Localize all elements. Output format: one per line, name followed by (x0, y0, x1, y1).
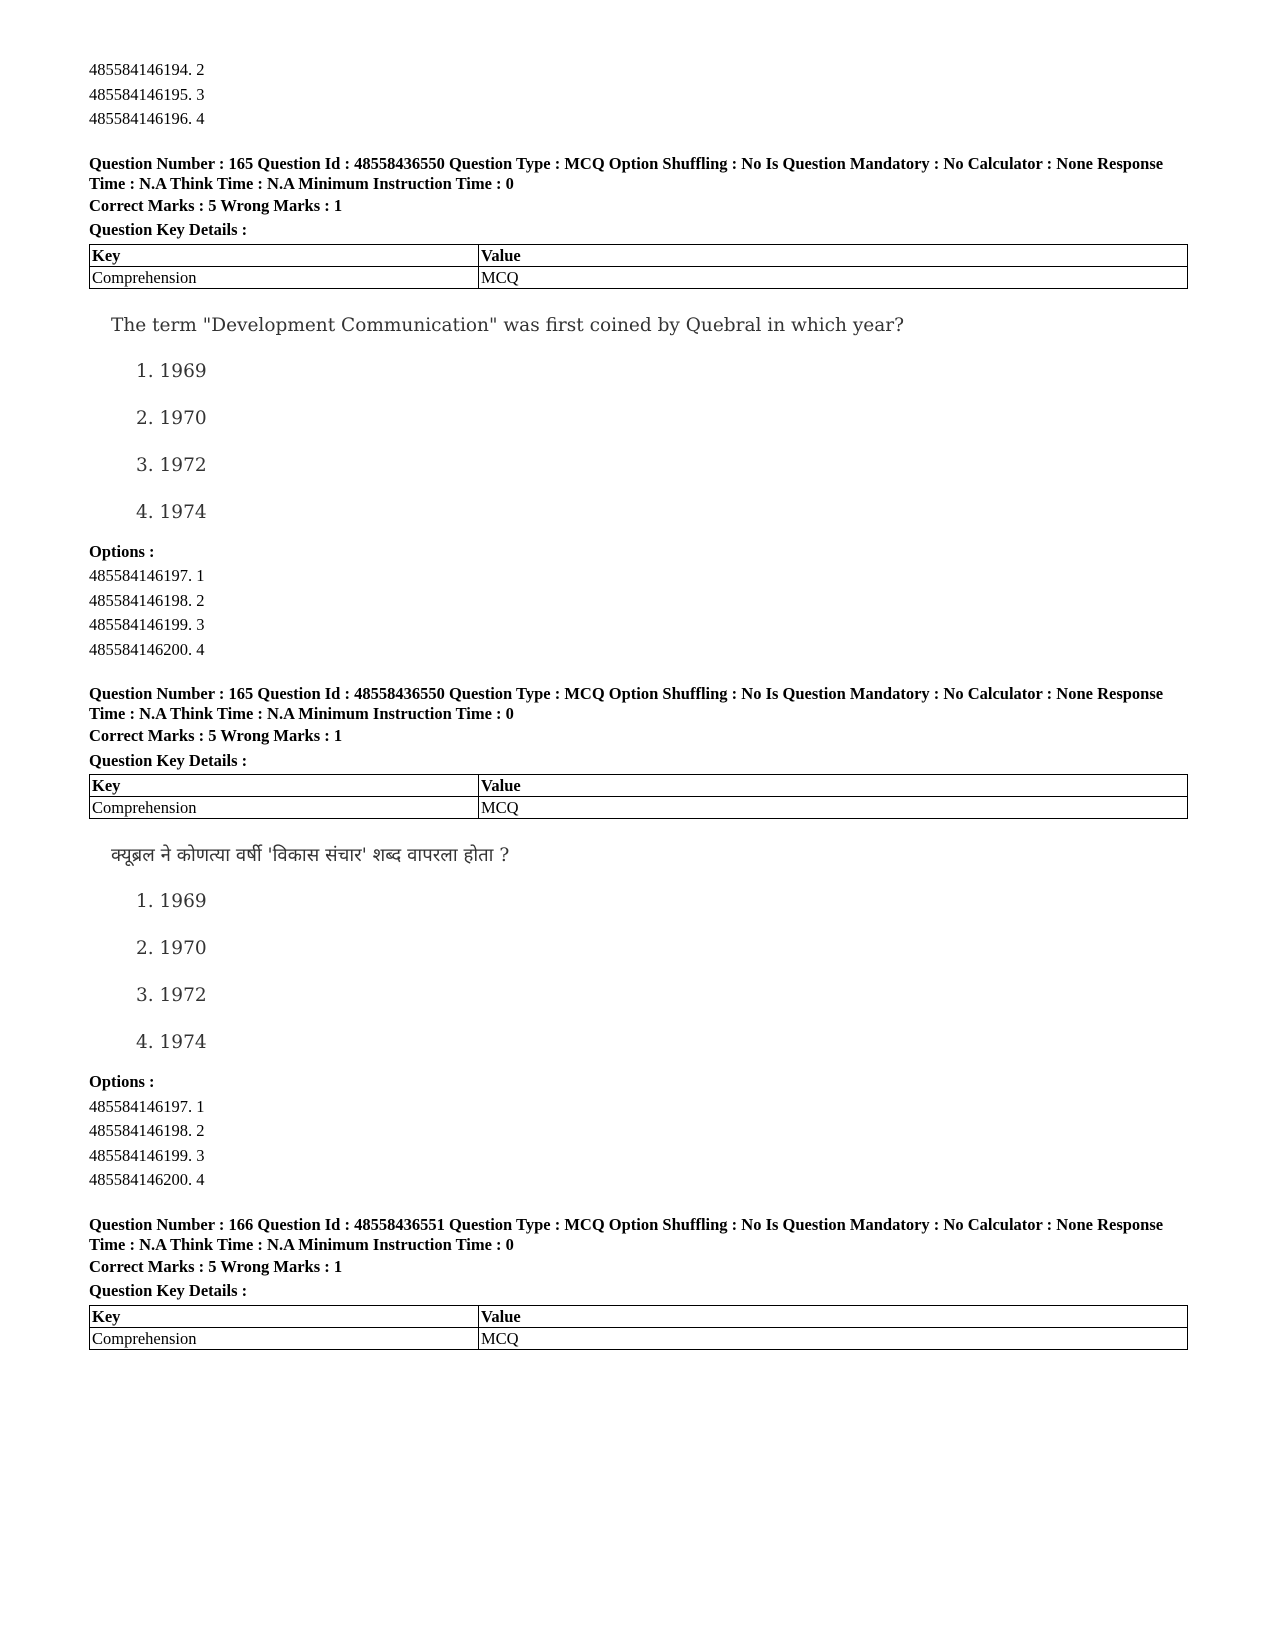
document-page (89, 58, 1189, 1372)
question-block (89, 1215, 1189, 1350)
choice-item: 4. 1974 (136, 501, 207, 523)
choice-item: 2. 1970 (136, 407, 207, 429)
option-item: 485584146200. 4 (89, 1170, 205, 1189)
value-cell: MCQ (479, 1327, 1188, 1349)
value-cell: MCQ (479, 266, 1188, 288)
key-details-label: Question Key Details : (89, 1281, 248, 1300)
key-header-cell: Key (90, 775, 479, 797)
table-header-row (90, 244, 1188, 266)
marks-line: Correct Marks : 5 Wrong Marks : 1 (89, 195, 343, 215)
key-details-table (89, 1305, 1188, 1350)
table-header-row (90, 775, 1188, 797)
option-item: 485584146194. 2 (89, 60, 205, 79)
option-item: 485584146197. 1 (89, 1096, 205, 1116)
key-cell: Comprehension (90, 797, 479, 819)
choice-item: 1. 1969 (136, 360, 207, 382)
table-row (90, 797, 1188, 819)
choice-item: 4. 1974 (136, 1032, 207, 1053)
question-text: क्यूब्रल ने कोणत्या वर्षी 'विकास संचार' शब्द वापरला होता ? (111, 845, 510, 866)
choice-item: 3. 1972 (136, 454, 207, 476)
question-header: Question Number : 166 Question Id : 48558436551 Question Type : MCQ Option Shuffling : No Is Question Mandatory : No Calculator : None Response Time : N.A Think Time : N.A Minimum Instruction Time : 0 (89, 1214, 1164, 1254)
key-header-cell: Key (90, 1305, 479, 1327)
key-details-table (89, 244, 1188, 289)
key-cell: Comprehension (90, 1327, 479, 1349)
question-text: The term "Development Communication" was first coined by Quebral in which year? (111, 314, 905, 336)
question-header: Question Number : 165 Question Id : 48558436550 Question Type : MCQ Option Shuffling : No Is Question Mandatory : No Calculator : None Response Time : N.A Think Time : N.A Minimum Instruction Time : 0 (89, 684, 1164, 723)
option-item: 485584146199. 3 (89, 615, 205, 634)
value-cell: MCQ (479, 797, 1188, 819)
options-label: Options : (89, 541, 155, 561)
question-header: Question Number : 165 Question Id : 48558436550 Question Type : MCQ Option Shuffling : No Is Question Mandatory : No Calculator : None Response Time : N.A Think Time : N.A Minimum Instruction Time : 0 (89, 153, 1164, 193)
question-image (111, 843, 1189, 1056)
option-item: 485584146198. 2 (89, 590, 205, 610)
question-block (89, 154, 1189, 663)
table-row (90, 266, 1188, 288)
marks-line: Correct Marks : 5 Wrong Marks : 1 (89, 726, 343, 745)
option-item: 485584146197. 1 (89, 566, 205, 585)
marks-line: Correct Marks : 5 Wrong Marks : 1 (89, 1256, 343, 1276)
value-header-cell: Value (479, 1305, 1188, 1327)
option-item: 485584146198. 2 (89, 1121, 205, 1140)
key-header-cell: Key (90, 244, 479, 266)
option-item: 485584146199. 3 (89, 1145, 205, 1165)
key-details-label: Question Key Details : (89, 220, 248, 239)
table-row (90, 1327, 1188, 1349)
previous-options-list (89, 58, 1189, 132)
options-label: Options : (89, 1072, 155, 1091)
question-block (89, 684, 1189, 1193)
key-details-table (89, 774, 1188, 819)
choice-item: 2. 1970 (136, 938, 207, 959)
key-cell: Comprehension (90, 266, 479, 288)
table-header-row (90, 1305, 1188, 1327)
value-header-cell: Value (479, 775, 1188, 797)
question-image (111, 313, 1189, 526)
value-header-cell: Value (479, 244, 1188, 266)
choice-item: 1. 1969 (136, 891, 207, 912)
option-item: 485584146195. 3 (89, 84, 205, 104)
option-item: 485584146200. 4 (89, 639, 205, 659)
key-details-label: Question Key Details : (89, 750, 248, 770)
choice-item: 3. 1972 (136, 985, 207, 1006)
option-item: 485584146196. 4 (89, 109, 205, 128)
